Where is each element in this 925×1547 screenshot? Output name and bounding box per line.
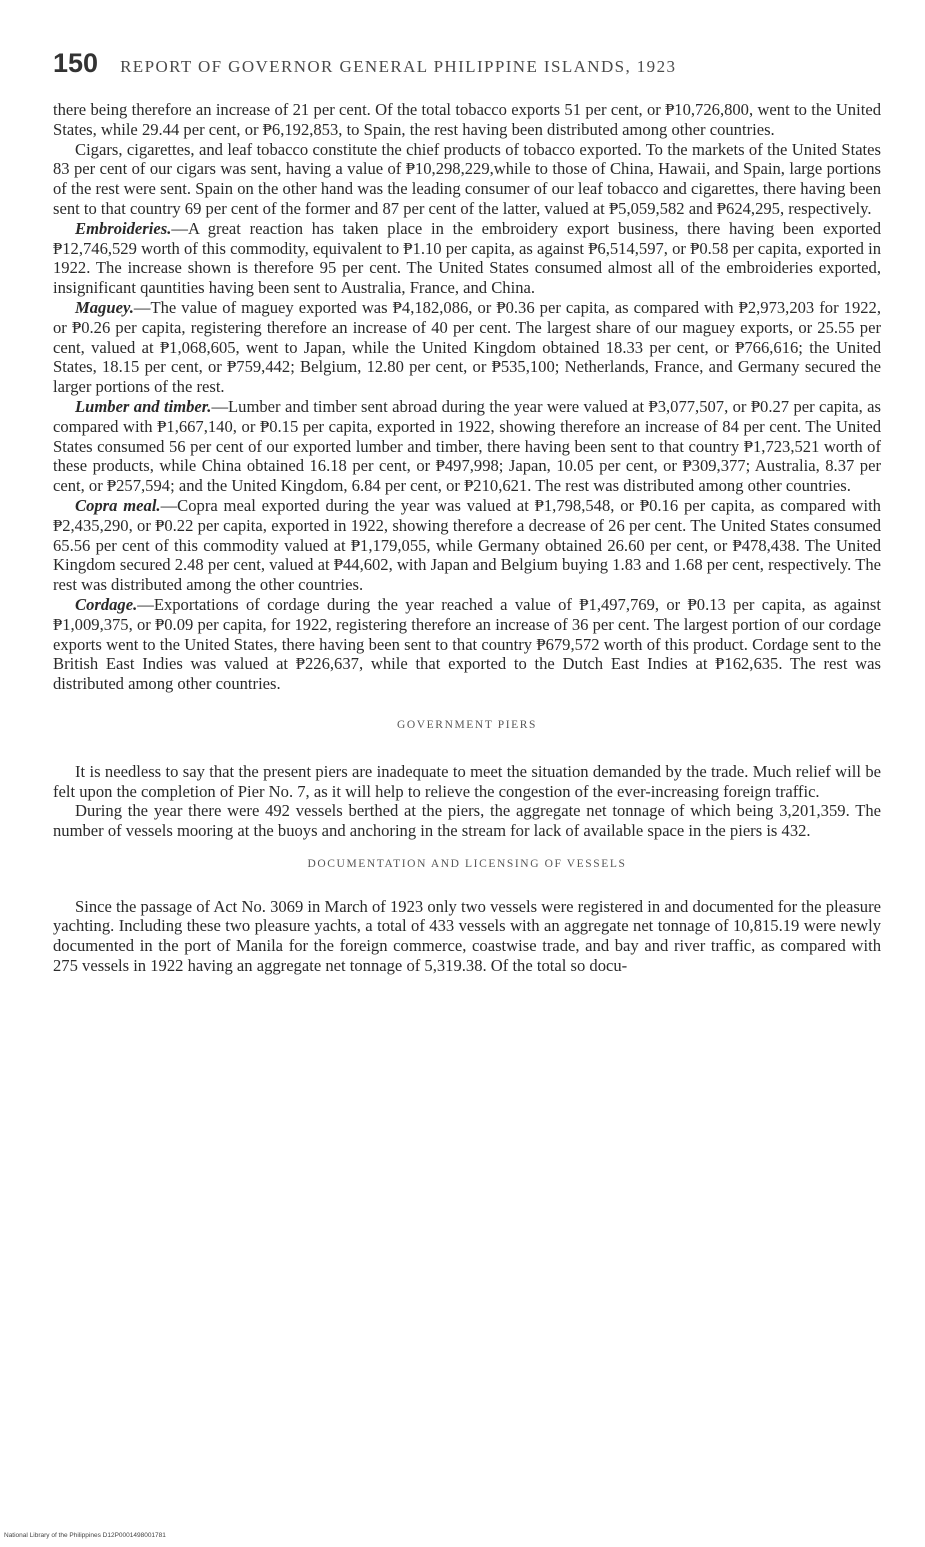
paragraph-cigars: Cigars, cigarettes, and leaf tobacco constitute the chief products of tobacco exported. To the markets of the United States 83 per cent of our cigars was sent, having a value of ₱10,298,229,while to those of China, Hawaii, and Spain, large portions of the rest were sent. Spain on the other hand was the leading consumer of our leaf tobacco and cigarettes, there having been sent to that country 69 per cent of the former and 87 per cent of the latter, valued at ₱5,059,582 and ₱624,295, respectively. [53,139,881,218]
term-maguey: Maguey. [75,297,134,317]
page-header [53,48,873,88]
term-copra-meal: Copra meal. [75,495,161,515]
term-embroideries: Embroideries. [75,218,172,238]
paragraph-embroideries [53,219,881,298]
section-heading-government-piers: GOVERNMENT PIERS [396,718,538,731]
section-heading-documentation: DOCUMENTATION AND LICENSING OF VESSELS [307,857,627,870]
paragraph-cordage [53,595,881,694]
text-maguey: —The value of maguey exported was ₱4,182,086, or ₱0.36 per capita, as compared with ₱2,973,203 for 1922, or ₱0.26 per capita, registering therefore an increase of 40 per cent. The largest share of our maguey exports, or 25.55 per cent, valued at ₱1,068,605, went to Japan, while the United Kingdom obtained 18.33 per cent, or ₱766,616; the United States, 18.15 per cent, or ₱759,442; Belgium, 12.80 per cent, or ₱535,100; Netherlands, France, and Germany secured the larger portions of the rest. [53,297,881,397]
text-cordage: —Exportations of cordage during the year reached a value of ₱1,497,769, or ₱0.13 per capita, as against ₱1,009,375, or ₱0.09 per capita, for 1922, registering therefore an increase of 36 per cent. The largest portion of our cordage exports went to the United States, there having been sent to that country ₱679,572 worth of this product. Cordage sent to the British East Indies was valued at ₱226,637, while that exported to the Dutch East Indies at ₱162,635. The rest was distributed among other countries. [53,594,881,694]
term-lumber: Lumber and timber. [75,396,212,416]
page-number: 150 [53,48,99,78]
paragraph-lumber [53,397,881,496]
paragraph-tobacco-exports: there being therefore an increase of 21 per cent. Of the total tobacco exports 51 per cent, or ₱10,726,800, went to the United States, while 29.44 per cent, or ₱6,192,853, to Spain, the rest having been distributed among other countries. [53,100,881,139]
text-lumber: —Lumber and timber sent abroad during the year were valued at ₱3,077,507, or ₱0.27 per capita, as compared with ₱1,667,140, or ₱0.15 per capita, exported in 1922, showing therefore an increase of 84 per cent. The United States consumed 56 per cent of our exported lumber and timber, there having been sent to that country ₱1,723,521 worth of these products, while China obtained 16.18 per cent, or ₱497,998; Japan, 10.05 per cent, or ₱309,377; Australia, 8.37 per cent, or ₱257,594; and the United Kingdom, 6.84 per cent, or ₱210,621. The rest was distributed among other countries. [53,396,881,496]
running-head: REPORT OF GOVERNOR GENERAL PHILIPPINE ISLANDS, 1923 [120,57,677,76]
text-copra-meal: —Copra meal exported during the year was valued at ₱1,798,548, or ₱0.16 per capita, as compared with ₱2,435,290, or ₱0.22 per capita, exported in 1922, showing therefore a decrease of 26 per cent. The United States consumed 65.56 per cent of this commodity valued at ₱1,179,055, while Germany obtained 26.60 per cent, or ₱478,438. The United Kingdom secured 2.48 per cent, valued at ₱44,602, with Japan and Belgium buying 1.83 and 1.68 per cent, respectively. The rest was distributed among the other countries. [53,495,881,595]
paragraph-piers-inadequate: It is needless to say that the present piers are inadequate to meet the situation demanded by the trade. Much relief will be felt upon the completion of Pier No. 7, as it will help to relieve the congestion of the ever-increasing foreign traffic. [53,761,881,801]
paragraph-vessels-berthed: During the year there were 492 vessels berthed at the piers, the aggregate net tonnage of which being 3,201,359. The number of vessels mooring at the buoys and anchoring in the stream for lack of available space in the piers is 432. [53,801,881,841]
paragraph-documentation: Since the passage of Act No. 3069 in March of 1923 only two vessels were registered in and documented for the pleasure yachting. Including these two pleasure yachts, a total of 433 vessels with an aggregate net tonnage of 10,815.19 were newly documented in the port of Manila for the foreign commerce, coastwise trade, and bay and river traffic, as compared with 275 vessels in 1922 having an aggregate net tonnage of 5,319.38. Of the total so docu- [53,896,881,976]
text-embroideries: —A great reaction has taken place in the embroidery export business, there having been exported ₱12,746,529 worth of this commodity, equivalent to ₱1.10 per capita, as against ₱6,514,597, or ₱0.58 per capita, exported in 1922. The increase shown is therefore 95 per cent. The United States consumed almost all of the embroideries exported, insignificant qauntities having been sent to Australia, France, and China. [53,218,881,298]
library-footer: National Library of the Philippines D12P0001498001781 [4,1532,166,1539]
term-cordage: Cordage. [75,594,138,614]
paragraph-copra-meal [53,496,881,595]
paragraph-maguey [53,298,881,397]
body-text [53,100,881,976]
